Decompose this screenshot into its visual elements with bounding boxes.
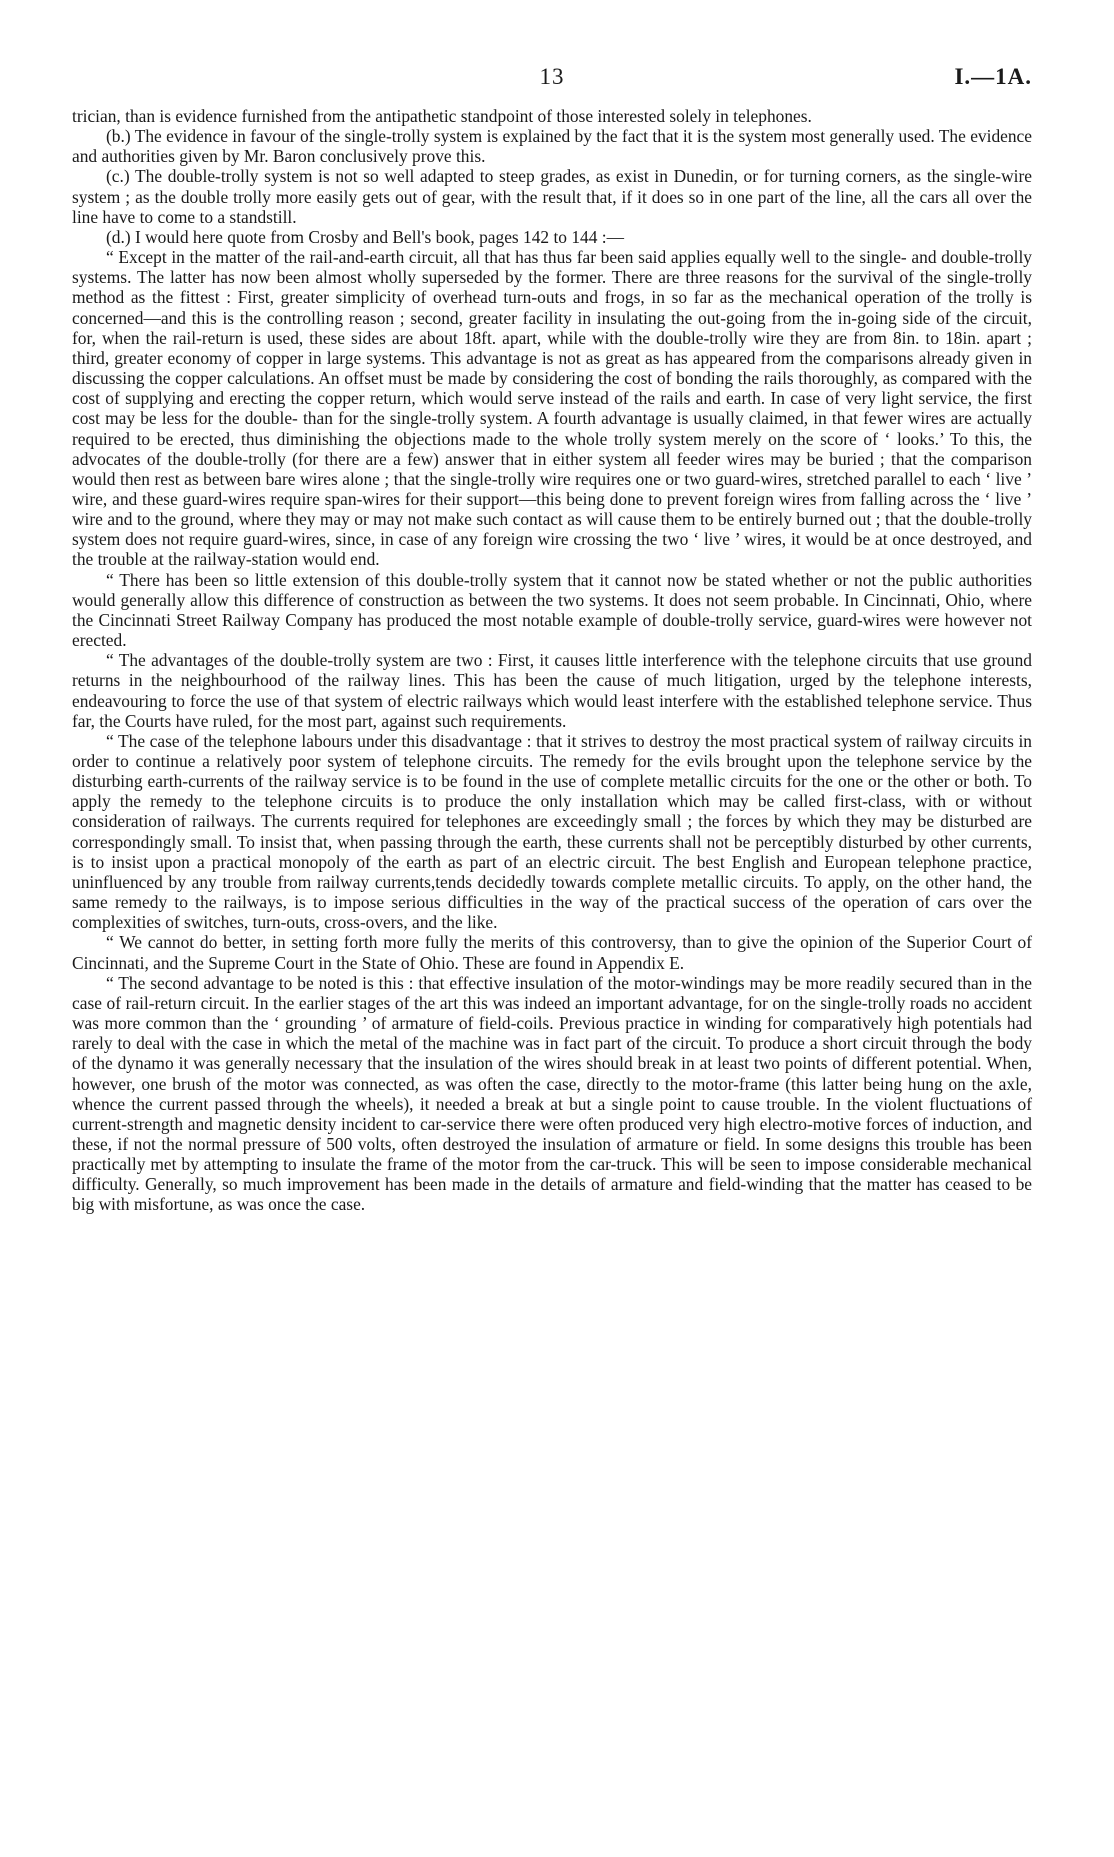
quote-paragraph: “ There has been so little extension of this double-trolly system that it cannot now be stated whether or not the public authorities would generally allow this difference of construction as between the two systems. It does not seem probable. In Cincinnati, Ohio, where the Cincinnati Street Railway Company has produced the most notable example of double-trolly service, guard-wires were however not erected. (72, 569, 1032, 651)
quote-paragraph: “ We cannot do better, in setting forth more fully the merits of this controversy, than to give the opinion of the Superior Court of Cincinnati, and the Supreme Court in the State of Ohio. These are found in Appendix E. (72, 932, 1032, 973)
document-reference: I.—1A. (954, 64, 1032, 89)
paragraph-c: (c.) The double-trolly system is not so well adapted to steep grades, as exist in Dunedin, or for turning corners, as the single-wire system ; as the double trolly more easily gets out of gear, with the result that, if it does so in one part of the line, all the cars all over the line have to come to a standstill. (72, 166, 1032, 227)
paragraph-b: (b.) The evidence in favour of the single-trolly system is explained by the fact that it is the system most generally used. The evidence and authorities given by Mr. Baron conclusively prove this. (72, 126, 1032, 167)
page-header (72, 64, 1032, 106)
quote-paragraph: “ The advantages of the double-trolly system are two : First, it causes little interference with the telephone circuits that use ground returns in the neighbourhood of the railway lines. This has been the cause of much litigation, urged by the telephone interests, endeavouring to force the use of that system of electric railways which would least interfere with the established telephone service. Thus far, the Courts have ruled, for the most part, against such requirements. (72, 650, 1032, 731)
document-page (72, 64, 1032, 1215)
quote-paragraph: “ The second advantage to be noted is this : that effective insulation of the motor-windings may be more readily secured than in the case of rail-return circuit. In the earlier stages of the art this was indeed an important advantage, for on the single-trolly roads no accident was more common than the ‘ grounding ’ of armature of field-coils. Previous practice in winding for comparatively high potentials had rarely to deal with the case in which the metal of the machine was in fact part of the circuit. To produce a short circuit through the body of the dynamo it was generally necessary that the insulation of the wires should break in at least two points of different potential. When, however, one brush of the motor was connected, as was often the case, directly to the motor-frame (this latter being hung on the axle, whence the current passed through the wheels), it needed a break at but a single point to cause trouble. In the violent fluctuations of current-strength and magnetic density incident to car-service there were often produced very high electro-motive forces of induction, and these, if not the normal pressure of 500 volts, often destroyed the insulation of armature or field. In some designs this trouble has been practically met by attempting to insulate the frame of the motor from the car-truck. This will be seen to impose considerable mechanical difficulty. Generally, so much improvement has been made in the details of armature and field-winding that the matter has ceased to be big with misfortune, as was once the case. (72, 972, 1032, 1215)
page-number: 13 (539, 64, 565, 89)
paragraph: trician, than is evidence furnished from the antipathetic standpoint of those interested solely in telephones. (72, 106, 812, 126)
body-text (72, 106, 1032, 1215)
quote-paragraph: “ Except in the matter of the rail-and-earth circuit, all that has thus far been said applies equally well to the single- and double-trolly systems. The latter has now been almost wholly superseded by the former. There are three reasons for the survival of the single-trolly method as the fittest : First, greater simplicity of overhead turn-outs and frogs, in so far as the mechanical operation of the trolly is concerned—and this is the controlling reason ; second, greater facility in insulating the out-going from the in-going side of the circuit, for, when the rail-return is used, these sides are about 18ft. apart, while with the double-trolly wire they are from 8in. to 18in. apart ; third, greater economy of copper in large systems. This advantage is not as great as has appeared from the comparisons already given in discussing the copper calculations. An offset must be made by considering the cost of bonding the rails thoroughly, as compared with the cost of supplying and erecting the copper return, which would serve instead of the rails and earth. In case of very light service, the first cost may be less for the double- than for the single-trolly system. A fourth advantage is usually claimed, in that fewer wires are actually required to be erected, thus diminishing the objections made to the whole trolly system merely on the score of ‘ looks.’ To this, the advocates of the double-trolly (for there are a few) answer that in either system all feeder wires may be buried ; that the comparison would then rest as between bare wires alone ; that the single-trolly wire requires one or two guard-wires, stretched parallel to each ‘ live ’ wire, and these guard-wires require span-wires for their support—this being done to prevent foreign wires from falling across the ‘ live ’ wire and to the ground, where they may or may not make such contact as will cause them to be entirely burned out ; that the double-trolly system does not require guard-wires, since, in case of any foreign wire crossing the two ‘ live ’ wires, it would be at once destroyed, and the trouble at the railway-station would end. (72, 247, 1032, 570)
quote-paragraph: “ The case of the telephone labours under this disadvantage : that it strives to destroy the most practical system of railway circuits in order to continue a relatively poor system of telephone circuits. The remedy for the evils brought upon the telephone service by the disturbing earth-currents of the railway service is to be found in the use of complete metallic circuits for the one or the other or both. To apply the remedy to the telephone circuits is to produce the only installation which may be called first-class, with or without consideration of railways. The currents required for telephones are exceedingly small ; the forces by which they may be disturbed are correspondingly small. To insist that, when passing through the earth, these currents shall not be perceptibly disturbed by other currents, is to insist upon a practical monopoly of the earth as part of an electric circuit. The best English and European telephone practice, uninfluenced by any trouble from railway currents,tends decidedly towards complete metallic circuits. To apply, on the other hand, the same remedy to the railways, is to impose serious difficulties in the way of the practical success of the operation of cars over the complexities of switches, turn-outs, cross-overs, and the like. (72, 730, 1032, 933)
paragraph-d: (d.) I would here quote from Crosby and Bell's book, pages 142 to 144 :— (106, 226, 625, 247)
